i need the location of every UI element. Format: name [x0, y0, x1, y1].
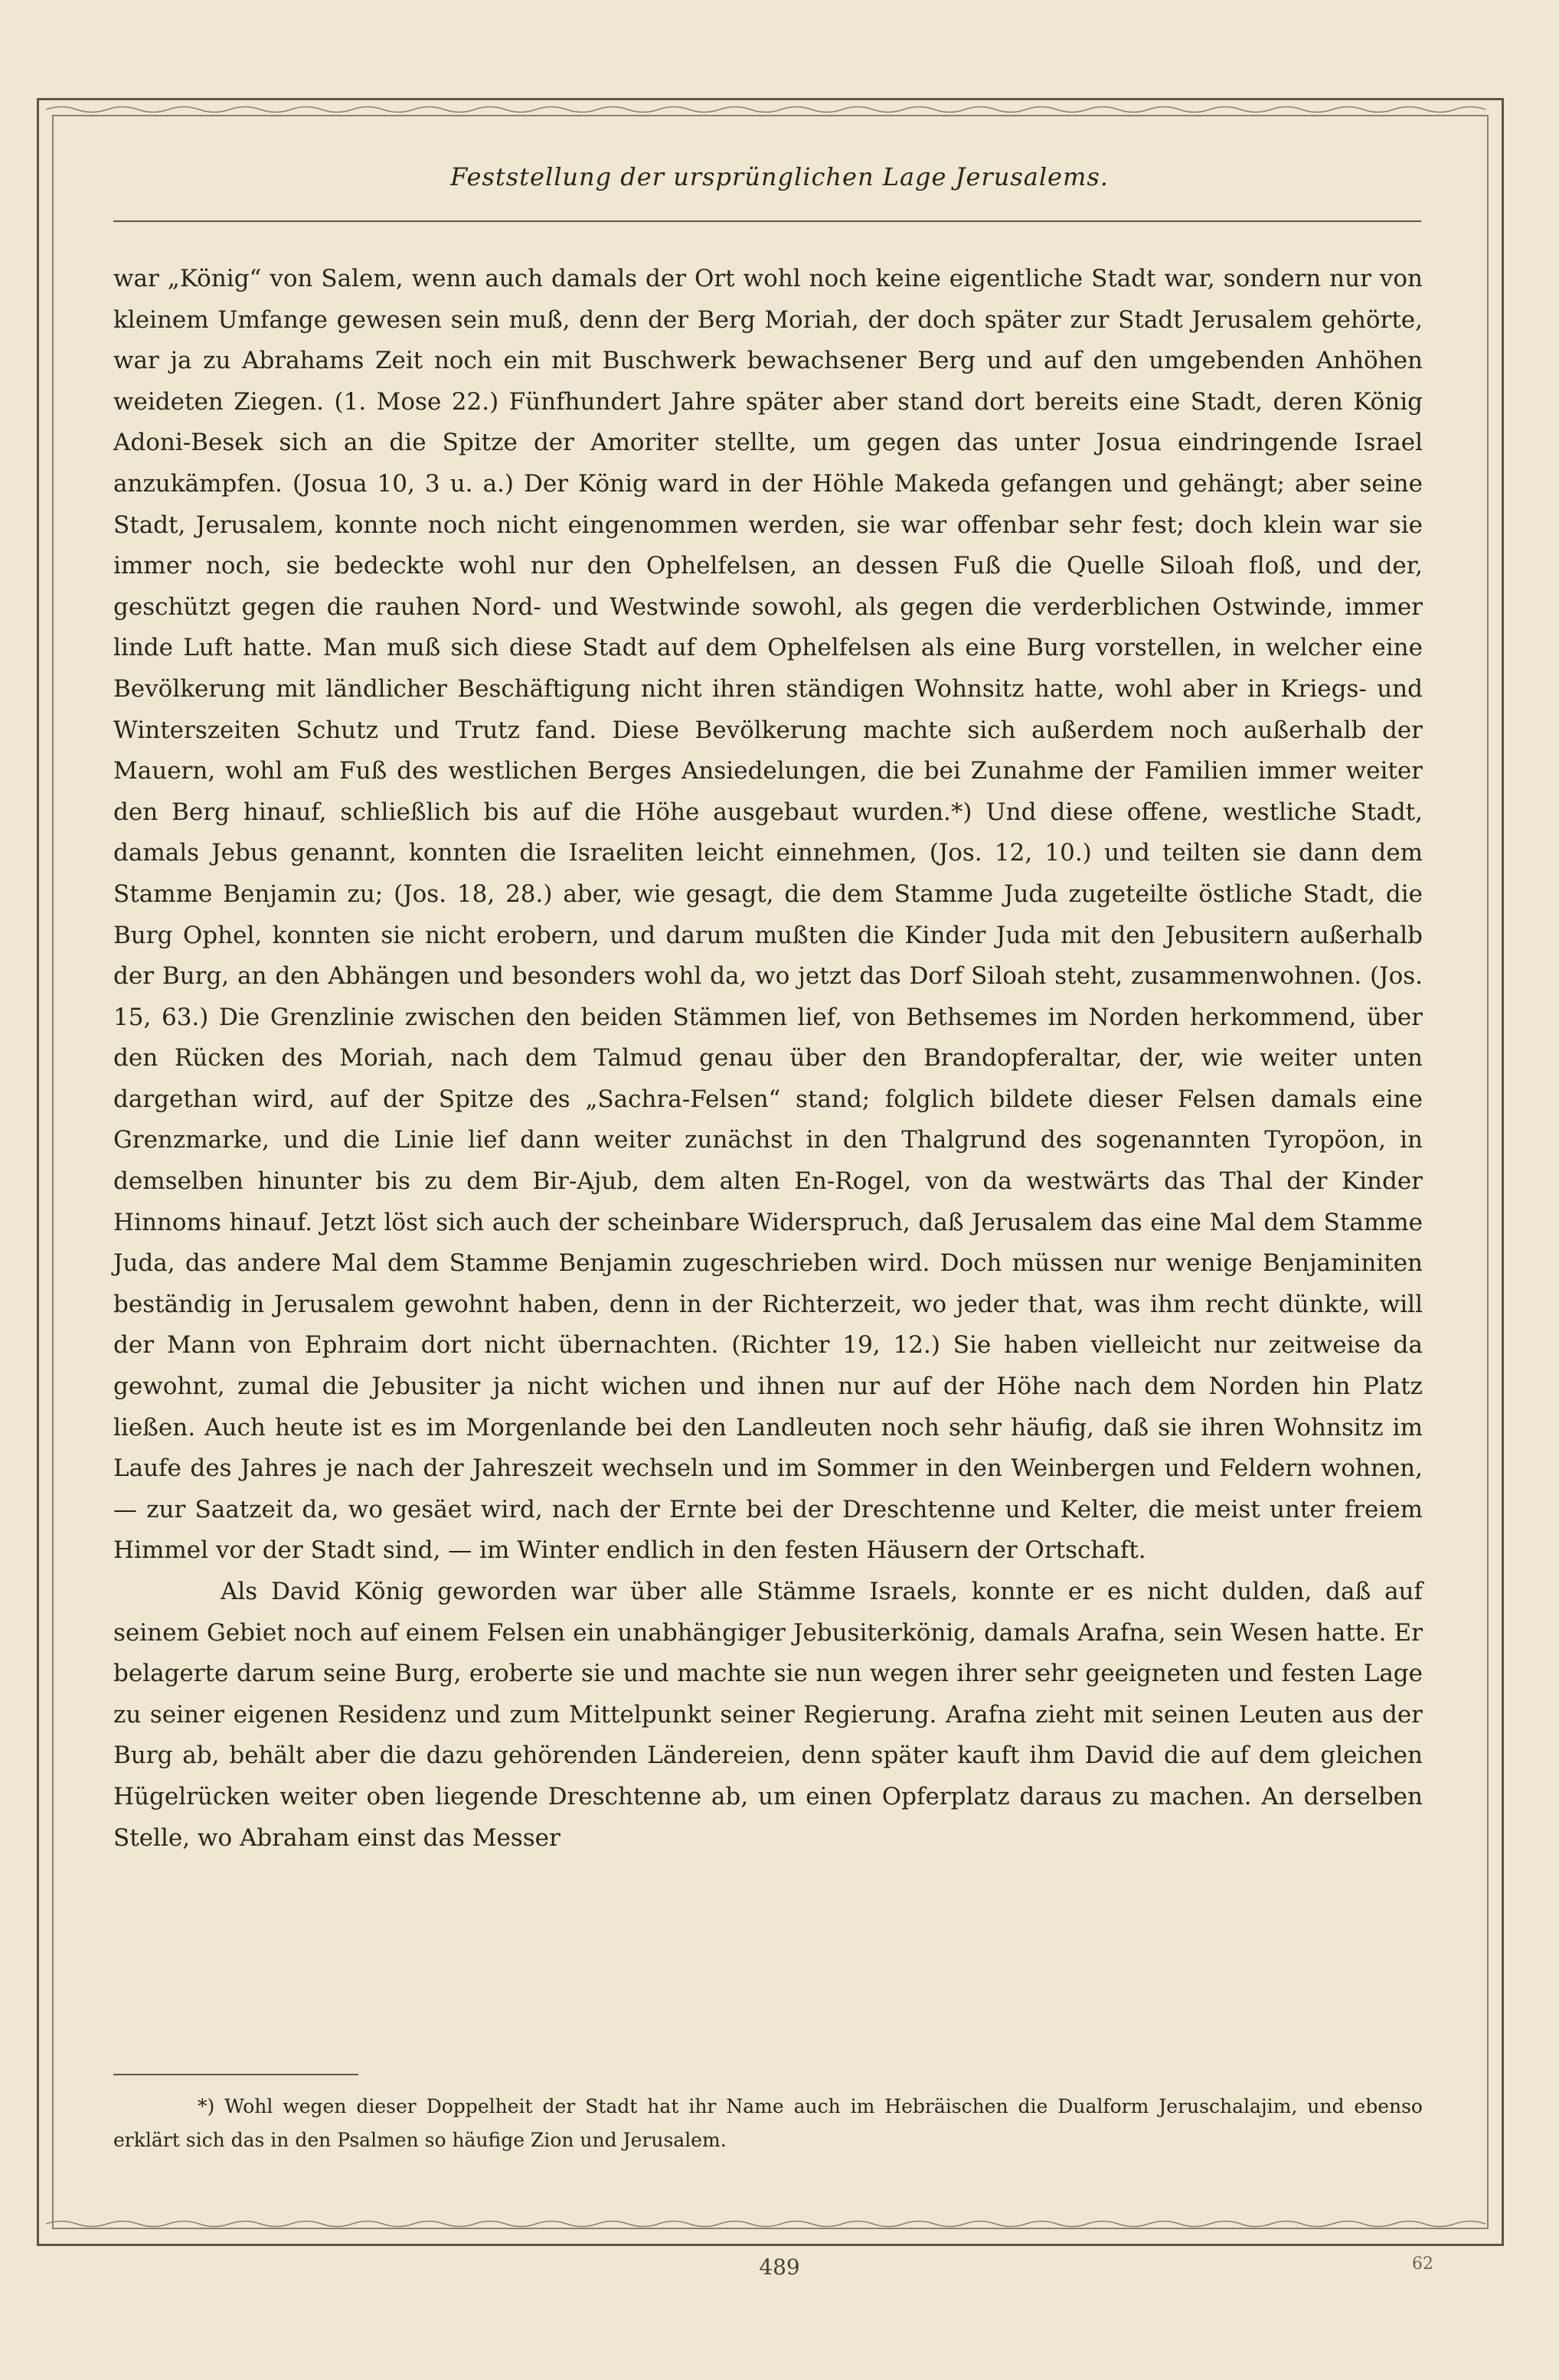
body-text: [113, 259, 1423, 1859]
footnote-rule: [113, 2074, 358, 2075]
frame-ornament-bottom: [46, 2218, 1495, 2229]
running-head: Feststellung der ursprünglichen Lage Jerusalems.: [450, 162, 1109, 191]
paragraph-1: war „König“ von Salem, wenn auch damals der Ort wohl noch keine eigentliche Stadt war, sondern nur von kleinem Umfange gewesen sein muß, denn der Berg Moriah, der doch später zur Stadt Jerusalem gehörte, war ja zu Abrahams Zeit noch ein mit Buschwerk bewachsener Berg und auf den umgebenden Anhöhen weideten Ziegen. (1. Mose 22.) Fünfhundert Jahre später aber stand dort bereits eine Stadt, deren König Adoni-Besek sich an die Spitze der Amoriter stellte, um gegen das unter Josua eindringende Israel anzukämpfen. (Josua 10, 3 u. a.) Der König ward in der Höhle Makeda gefangen und gehängt; aber seine Stadt, Jerusalem, konnte noch nicht eingenommen werden, sie war offenbar sehr fest; doch klein war sie immer noch, sie bedeckte wohl nur den Ophelfelsen, an dessen Fuß die Quelle Siloah floß, und der, geschützt gegen die rauhen Nord- und Westwinde sowohl, als gegen die verderblichen Ostwinde, immer linde Luft hatte. Man muß sich diese Stadt auf dem Ophelfelsen als eine Burg vorstellen, in welcher eine Bevölkerung mit ländlicher Beschäftigung nicht ihren ständigen Wohnsitz hatte, wohl aber in Kriegs- und Winterszeiten Schutz und Trutz fand. Diese Bevölkerung machte sich außerdem noch außerhalb der Mauern, wohl am Fuß des westlichen Berges Ansiedelungen, die bei Zunahme der Familien immer weiter den Berg hinauf, schließlich bis auf die Höhe ausgebaut wurden.*) Und diese offene, westliche Stadt, damals Jebus genannt, konnten die Israeliten leicht einnehmen, (Jos. 12, 10.) und teilten sie dann dem Stamme Benjamin zu; (Jos. 18, 28.) aber, wie gesagt, die dem Stamme Juda zugeteilte östliche Stadt, die Burg Ophel, konnten sie nicht erobern, und darum mußten die Kinder Juda mit den Jebusitern außerhalb der Burg, an den Abhängen und besonders wohl da, wo jetzt das Dorf Siloah steht, zusammenwohnen. (Jos. 15, 63.) Die Grenzlinie zwischen den beiden Stämmen lief, von Bethsemes im Norden herkommend, über den Rücken des Moriah, nach dem Talmud genau über den Brandopferaltar, der, wie weiter unten dargethan wird, auf der Spitze des „Sachra-Felsen“ stand; folglich bildete dieser Felsen damals eine Grenzmarke, und die Linie lief dann weiter zunächst in den Thalgrund des sogenannten Tyropöon, in demselben hinunter bis zu dem Bir-Ajub, dem alten En-Rogel, von da westwärts das Thal der Kinder Hinnoms hinauf. Jetzt löst sich auch der scheinbare Widerspruch, daß Jerusalem das eine Mal dem Stamme Juda, das andere Mal dem Stamme Benjamin zugeschrieben wird. Doch müssen nur wenige Benjaminiten beständig in Jerusalem gewohnt haben, denn in der Richterzeit, wo jeder that, was ihm recht dünkte, will der Mann von Ephraim dort nicht übernachten. (Richter 19, 12.) Sie haben vielleicht nur zeitweise da gewohnt, zumal die Jebusiter ja nicht wichen und ihnen nur auf der Höhe nach dem Norden hin Platz ließen. Auch heute ist es im Morgenlande bei den Landleuten noch sehr häufig, daß sie ihren Wohnsitz im Laufe des Jahres je nach der Jahreszeit wechseln und im Sommer in den Weinbergen und Feldern wohnen, — zur Saatzeit da, wo gesäet wird, nach der Ernte bei der Dreschtenne und Kelter, die meist unter freiem Himmel vor der Stadt sind, — im Winter endlich in den festen Häusern der Ortschaft.: [113, 265, 1423, 1565]
frame-ornament-top: [46, 104, 1495, 115]
signature-mark: 62: [1412, 2254, 1433, 2274]
page-number: 489: [759, 2254, 800, 2280]
paragraph-2: Als David König geworden war über alle Stämme Israels, konnte er es nicht dulden, daß auf seinem Gebiet noch auf einem Felsen ein unabhängiger Jebusiterkönig, damals Arafna, sein Wesen hatte. Er belagerte darum seine Burg, eroberte sie und machte sie nun wegen ihrer sehr geeigneten und festen Lage zu seiner eigenen Residenz und zum Mittelpunkt seiner Regierung. Arafna zieht mit seinen Leuten aus der Burg ab, behält aber die dazu gehörenden Ländereien, denn später kauft ihm David die auf dem gleichen Hügelrücken weiter oben liegende Dreschtenne ab, um einen Opferplatz daraus zu machen. An derselben Stelle, wo Abraham einst das Messer: [113, 1578, 1423, 1852]
header-rule: [113, 220, 1421, 222]
footnote: *) Wohl wegen dieser Doppelheit der Stadt hat ihr Name auch im Hebräischen die Dualform Jeruschalajim, und ebenso erklärt sich das in den Psalmen so häufige Zion und Jerusalem.: [113, 2095, 1423, 2151]
